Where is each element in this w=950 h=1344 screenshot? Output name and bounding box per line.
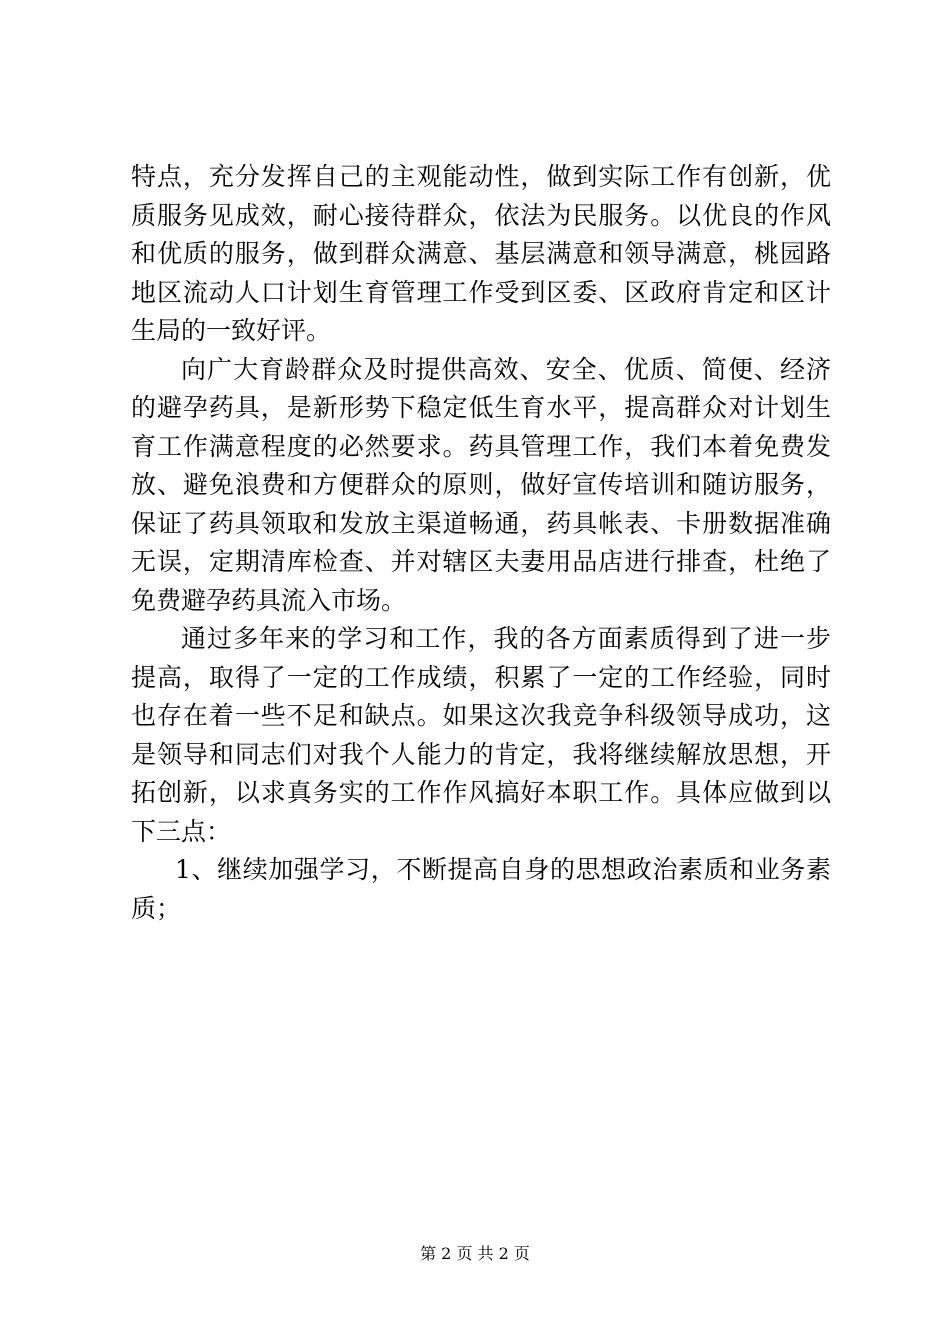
text-line: 1、继续加强学习，不断提高自身的思想政治素质和业务素 xyxy=(175,855,831,884)
text-line: 保证了药具领取和发放主渠道畅通，药具帐表、卡册数据准确 xyxy=(131,508,831,538)
text-line: 是领导和同志们对我个人能力的肯定，我将继续解放思想，开 xyxy=(131,739,831,769)
text-line: 免费避孕药具流入市场。 xyxy=(131,585,407,615)
text-line: 质服务见成效，耐心接待群众，依法为民服务。以优良的作风 xyxy=(131,200,831,230)
page-footer: 第 2 页 共 2 页 xyxy=(420,1244,530,1263)
text-line: 向广大育龄群众及时提供高效、安全、优质、简便、经济 xyxy=(181,354,831,384)
text-line: 也存在着一些不足和缺点。如果这次我竞争科级领导成功，这 xyxy=(131,701,831,730)
text-line: 质； xyxy=(131,893,182,923)
text-line: 的避孕药具，是新形势下稳定低生育水平，提高群众对计划生 xyxy=(131,393,831,422)
text-line: 特点，充分发挥自己的主观能动性，做到实际工作有创新，优 xyxy=(131,162,831,191)
text-line: 通过多年来的学习和工作，我的各方面素质得到了进一步 xyxy=(181,624,831,653)
text-line: 拓创新，以求真务实的工作作风搞好本职工作。具体应做到以 xyxy=(131,778,831,807)
text-line: 地区流动人口计划生育管理工作受到区委、区政府肯定和区计 xyxy=(131,277,831,307)
text-line: 下三点： xyxy=(131,816,232,846)
text-line: 提高，取得了一定的工作成绩，积累了一定的工作经验，同时 xyxy=(131,662,831,692)
text-line: 生局的一致好评。 xyxy=(131,316,332,345)
document-body xyxy=(131,158,831,928)
text-line: 放、避免浪费和方便群众的原则，做好宣传培训和随访服务， xyxy=(131,470,831,499)
text-line: 无误，定期清库检查、并对辖区夫妻用品店进行排查，杜绝了 xyxy=(131,547,831,576)
text-line: 和优质的服务，做到群众满意、基层满意和领导满意，桃园路 xyxy=(131,239,831,268)
text-line: 育工作满意程度的必然要求。药具管理工作，我们本着免费发 xyxy=(131,431,831,461)
